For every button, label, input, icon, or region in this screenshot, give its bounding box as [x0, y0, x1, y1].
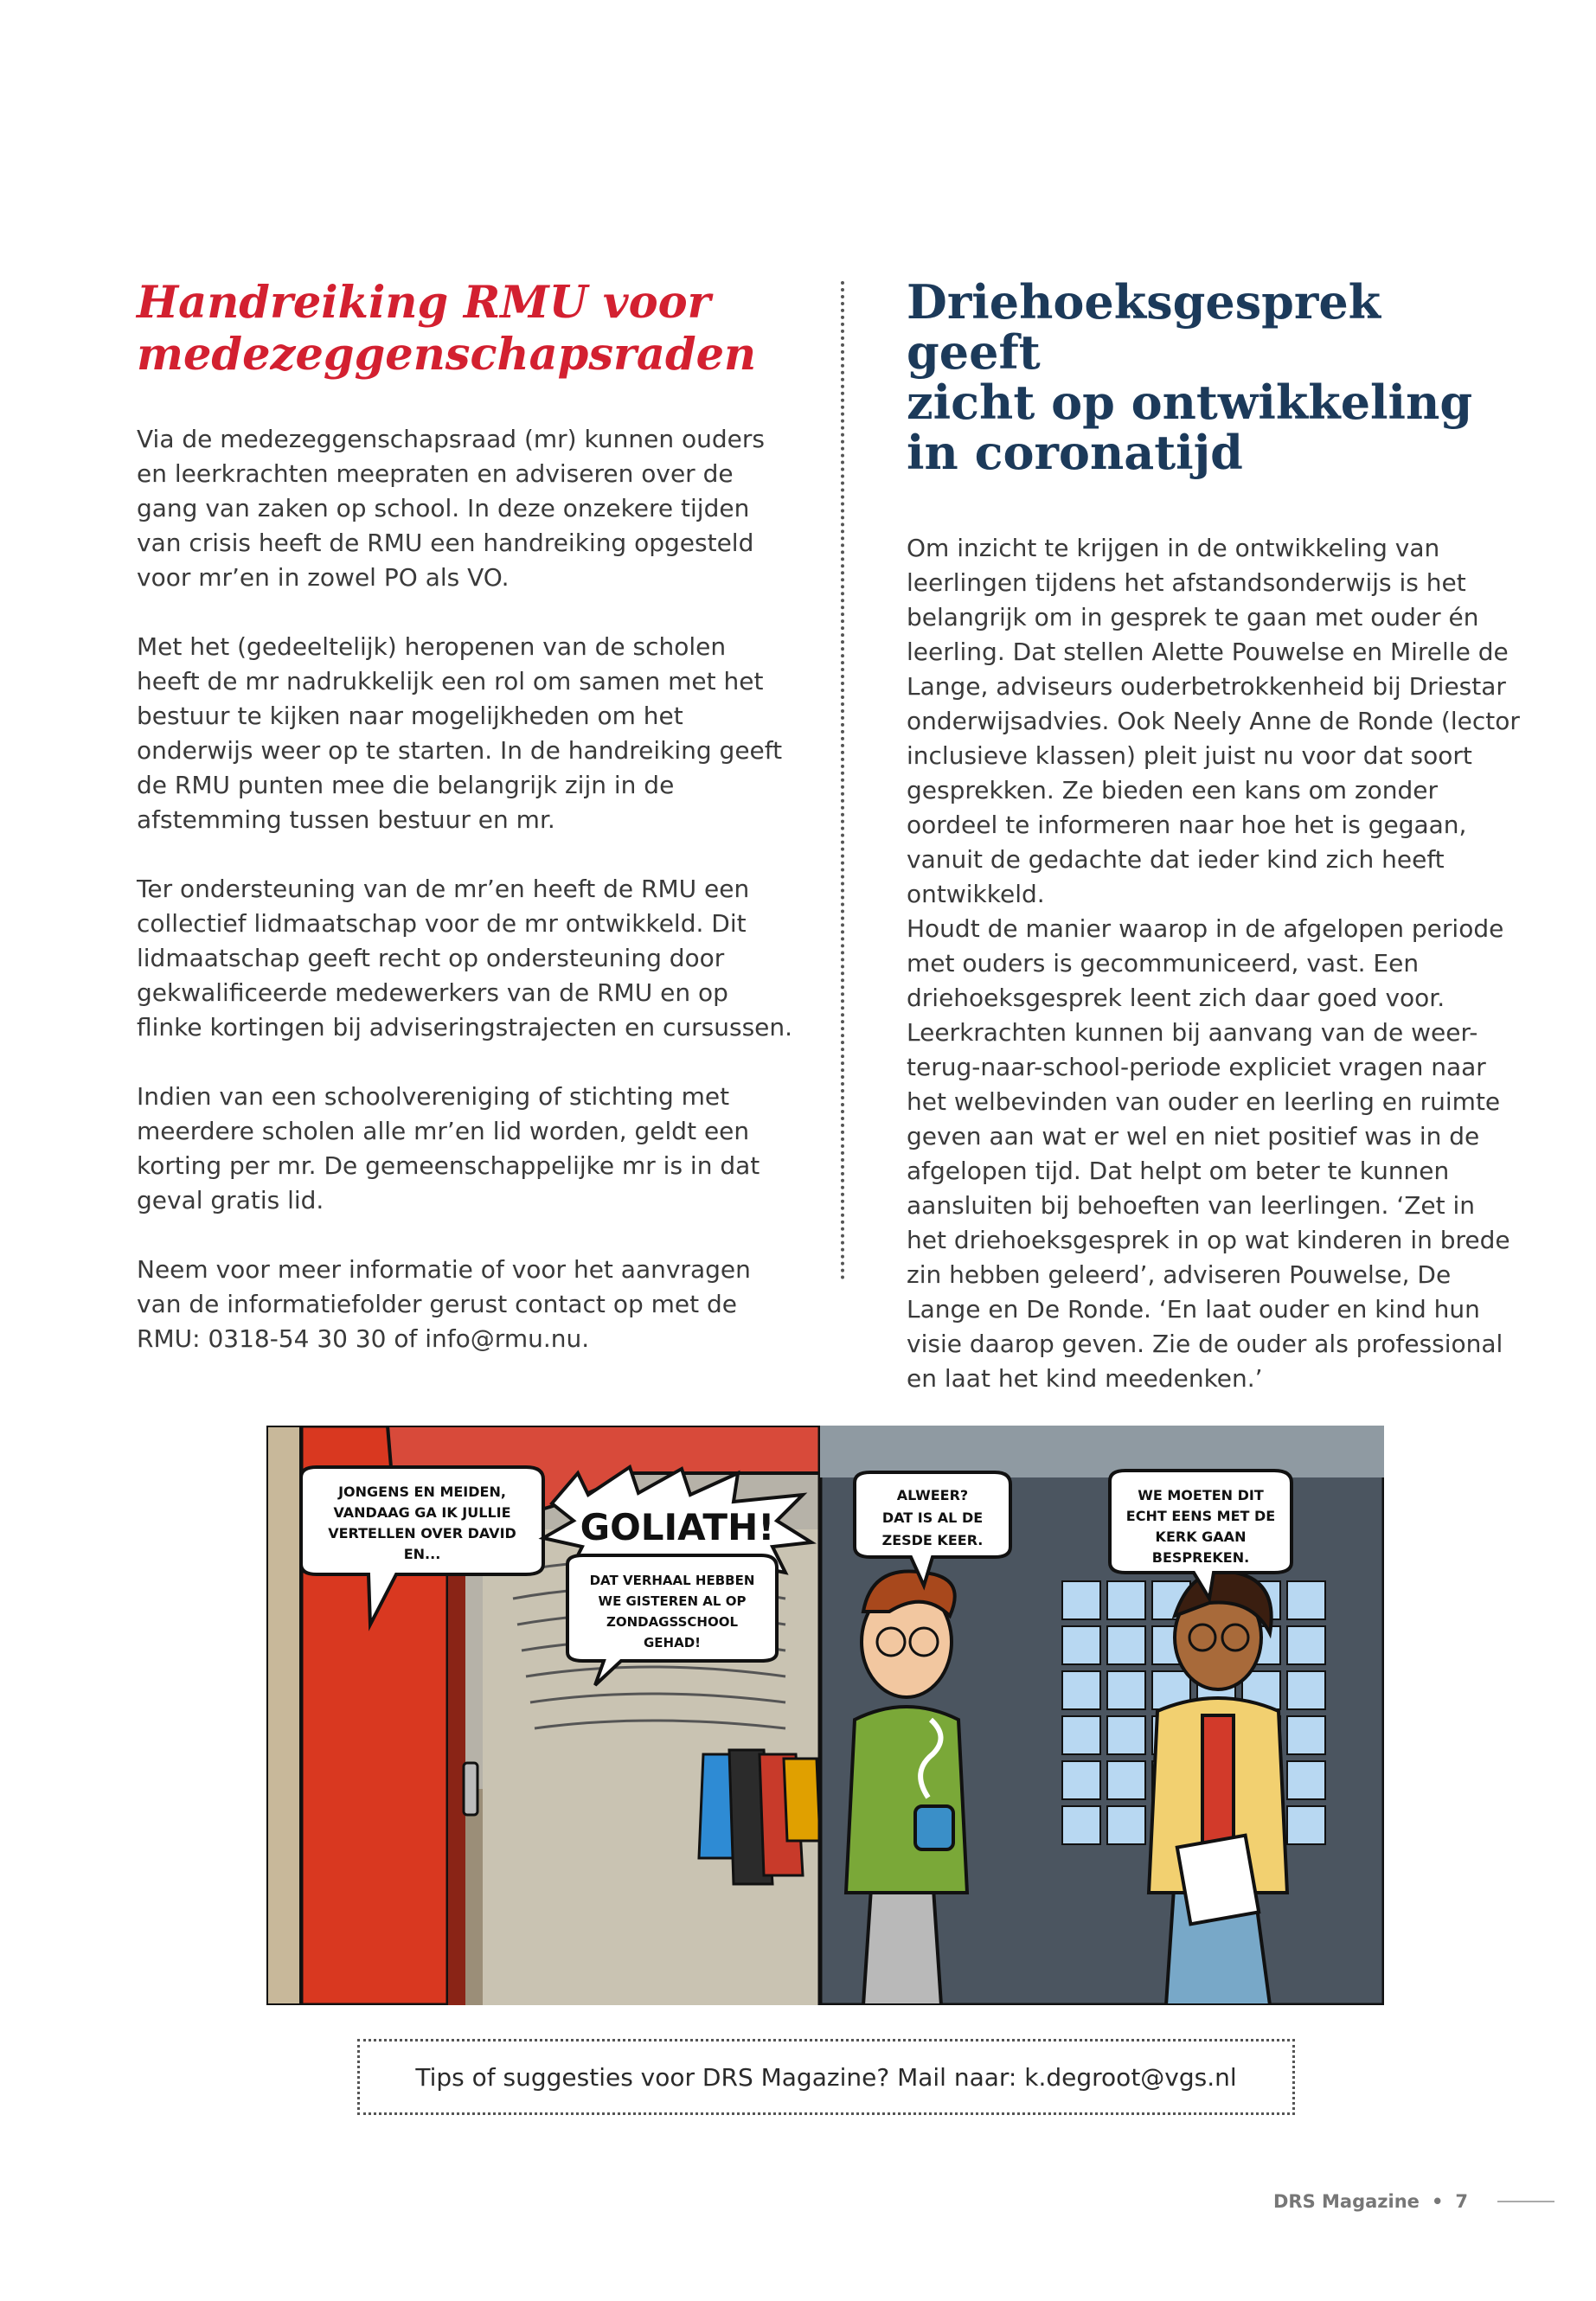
right-paragraph-1: Om inzicht te krijgen in de ontwikkeling van leerlingen tijdens het afstandsonderwijs is het belangrijk om in gesprek te gaan met ouder én leerling. Dat stellen Alette Pouwelse en Mirelle de Lange, adviseurs ouderbetrokkenheid bij Driestar onderwijsadvies. Ook Neely Anne de Ronde (lector inclusieve klassen) pleit juist nu voor dat soort gesprekken. Ze bieden een kans om zonder oordeel te informeren naar hoe het is gegaan, vanuit de gedachte dat ieder kind zich heeft ontwikkeld.	[907, 534, 1520, 908]
left-article	[137, 277, 794, 1391]
bubble-4-line: KERK GAAN	[1155, 1529, 1247, 1545]
bubble-3-line: ALWEER?	[896, 1487, 969, 1503]
shout-text: GOLIATH!	[580, 1506, 775, 1548]
tip-box	[357, 2039, 1295, 2115]
door-handle	[464, 1763, 478, 1815]
bubble-2-line: ZONDAGSSCHOOL	[606, 1614, 739, 1630]
bubble-1-line: VANDAAG GA IK JULLIE	[333, 1504, 511, 1521]
right-article-title	[907, 274, 1521, 480]
bubble-3-line: DAT IS AL DE	[881, 1509, 984, 1526]
bubble-3-line: ZESDE KEER.	[881, 1532, 984, 1548]
cartoon-illustration	[266, 1426, 1384, 2005]
bubble-4-line: WE MOETEN DIT	[1138, 1487, 1264, 1503]
left-article-title	[137, 277, 794, 381]
bubble-1-line: JONGENS EN MEIDEN,	[338, 1484, 506, 1500]
footer-magazine-name: DRS Magazine	[1273, 2191, 1420, 2212]
bubble-2-line: WE GISTEREN AL OP	[598, 1593, 747, 1609]
right-paragraph-2: Houdt de manier waarop in de afgelopen periode met ouders is gecommuniceerd, vast. Een driehoeksgesprek leent zich daar goed voor. Leerkrachten kunnen bij aanvang van de weer-terug-naar-school-periode expliciet vragen naar het welbevinden van ouder en leerling en ruimte geven aan wat er wel en niet positief was in de afgelopen tijd. Dat helpt om beter te kunnen aansluiten bij behoeften van leerlingen. ‘Zet in het driehoeksgesprek in op wat kinderen in brede zin hebben geleerd’, adviseren Pouwelse, De Lange en De Ronde. ‘En laat ouder en kind hun visie daarop geven. Zie de ouder als professional en laat het kind meedenken.’	[907, 914, 1510, 1393]
footer-rule	[1497, 2201, 1554, 2202]
right-title-line-2: zicht op ontwikkeling	[907, 375, 1473, 430]
page-footer	[1273, 2191, 1554, 2212]
footer-separator: •	[1431, 2191, 1444, 2212]
bubble-2-line: GEHAD!	[643, 1635, 702, 1650]
left-paragraph: Ter ondersteuning van de mr’en heeft de RMU een collectief lidmaatschap voor de mr ontwikkeld. Dit lidmaatschap geeft recht op ondersteuning door gekwalificeerde medewerkers van de RMU en op flinke kortingen bij adviseringstrajecten en cursussen.	[137, 875, 793, 1042]
left-title-line-1: Handreiking RMU voor	[137, 277, 711, 329]
bubble-1-line: EN...	[403, 1546, 441, 1562]
bubble-2-line: DAT VERHAAL HEBBEN	[589, 1573, 755, 1588]
left-title-line-2: medezeggenschapsraden	[137, 329, 757, 381]
left-paragraph: Indien van een schoolvereniging of stichting met meerdere scholen alle mr’en lid worden, geldt een korting per mr. De gemeenschappelijke mr is in dat geval gratis lid.	[137, 1082, 760, 1215]
left-paragraph-contact: Neem voor meer informatie of voor het aanvragen van de informatiefolder gerust contact op met de RMU: 0318-54 30 30 of info@rmu.nu.	[137, 1255, 751, 1353]
bubble-4-line: ECHT EENS MET DE	[1125, 1508, 1276, 1524]
left-paragraph: Via de medezeggenschapsraad (mr) kunnen ouders en leerkrachten meepraten en adviseren over de gang van zaken op school. In deze onzekere tijden van crisis heeft de RMU een handreiking opgesteld voor mr’en in zowel PO als VO.	[137, 425, 765, 592]
bubble-1-line: VERTELLEN OVER DAVID	[328, 1525, 516, 1541]
right-article	[907, 274, 1521, 1396]
right-title-line-3: in coronatijd	[907, 425, 1243, 480]
column-divider	[841, 281, 844, 1280]
left-paragraph: Met het (gedeeltelijk) heropenen van de scholen heeft de mr nadrukkelijk een rol om samen met het bestuur te kijken naar mogelijkheden om het onderwijs weer op te starten. In de handreiking geeft de RMU punten mee die belangrijk zijn in de afstemming tussen bestuur en mr.	[137, 632, 783, 834]
tip-text: Tips of suggesties voor DRS Magazine? Mail naar: k.degroot@vgs.nl	[415, 2062, 1237, 2092]
bubble-4-line: BESPREKEN.	[1151, 1549, 1250, 1566]
right-title-line-1: Driehoeksgesprek geeft	[907, 274, 1381, 380]
footer-page-number: 7	[1455, 2191, 1468, 2212]
